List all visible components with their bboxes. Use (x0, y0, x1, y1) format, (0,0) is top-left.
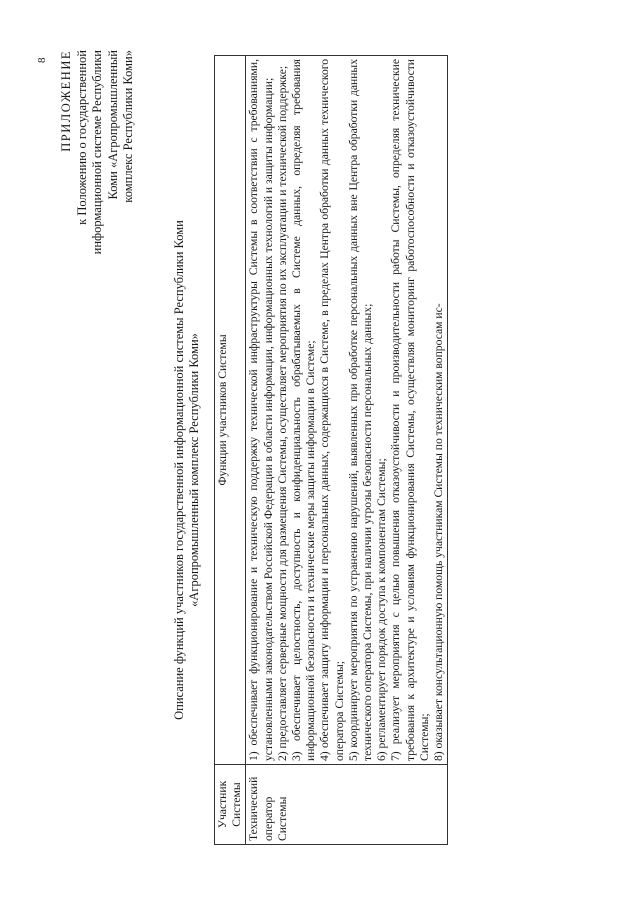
document-page (14, 40, 614, 875)
function-item: 1) обеспечивает функционирование и техническую поддержку технической инфраструктуры Системы в соответствии с требованиями, установленными законодательством Российской Федерации в области информации, информационных технологий и защиты информации; (247, 59, 275, 761)
column-header-participant: Участник Системы (215, 765, 246, 845)
title-line-2: «Агропромышленный комплекс Республики Коми» (187, 333, 201, 607)
functions-table (214, 55, 448, 845)
appendix-line: к Положению о государственной (74, 50, 89, 225)
appendix-line: Коми «Агропромышленный (105, 50, 120, 200)
column-header-functions: Функции участников Системы (215, 56, 246, 765)
function-item: 8) оказывает консультационную помощь участникам Системы по техническим вопросам ис- (432, 303, 446, 761)
functions-cell (246, 56, 448, 765)
function-item: 4) обеспечивает защиту информации и персональных данных, содержащихся в Системе, в пределах Центра обработки данных технического оператора Системы; (318, 59, 346, 761)
title-line-1: Описание функций участников государственной информационной системы Республики Коми (172, 220, 186, 720)
function-item: 5) координирует мероприятия по устранению нарушений, выявленных при обработке персональных данных вне Центра обработки данных технического оператора Системы, при наличии угрозы безопасности персональных данных; (346, 59, 375, 761)
participant-cell: Технический оператор Системы (246, 765, 448, 845)
function-item: 7) реализует мероприятия с целью повышения отказоустойчивости и производительности работы Системы, определяя технические требования к архитектуре и условиям функционирования Системы, осуществляя мониторинг работоспособности и отказоустойчивости Системы; (389, 59, 431, 761)
page-number: 8 (36, 57, 48, 63)
function-item: 3) обеспечивает целостность, доступность и конфиденциальность обрабатываемых в Системе данных, определяя требования информационной безопасности и технические меры защиты информации в Системе; (290, 59, 318, 761)
table-row (246, 56, 448, 845)
function-item: 6) регламентирует порядок доступа к компонентам Системы; (375, 458, 389, 761)
table-header-row (215, 56, 246, 845)
appendix-block (59, 50, 137, 355)
function-item: 2) предоставляет серверные мощности для размещения Системы, осуществляет мероприятия по их эксплуатации и технической поддержке; (275, 65, 289, 761)
appendix-heading: ПРИЛОЖЕНИЕ (59, 50, 73, 152)
appendix-line: комплекс Республики Коми» (121, 50, 135, 203)
document-title (172, 105, 202, 835)
appendix-line: информационной системе Республики (90, 50, 104, 255)
